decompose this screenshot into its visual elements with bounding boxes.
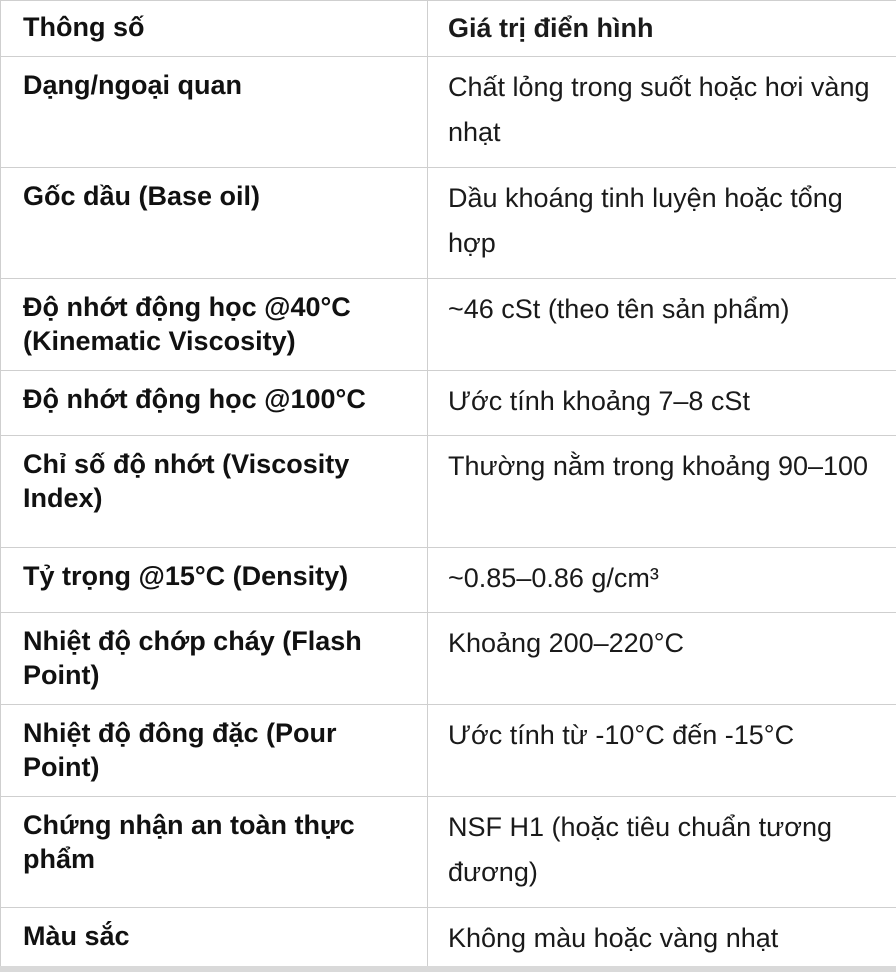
param-cell: Tỷ trọng @15°C (Density) [1, 548, 428, 613]
bottom-edge-divider [0, 966, 896, 972]
table-header-row [1, 1, 896, 57]
table-row [1, 797, 896, 908]
param-cell: Dạng/ngoại quan [1, 57, 428, 168]
param-cell: Chỉ số độ nhớt (Viscosity Index) [1, 436, 428, 548]
param-cell: Độ nhớt động học @100°C [1, 371, 428, 436]
table-row [1, 57, 896, 168]
value-cell: Khoảng 200–220°C [428, 613, 896, 705]
value-cell: Ước tính từ -10°C đến -15°C [428, 705, 896, 797]
value-cell: ~0.85–0.86 g/cm³ [428, 548, 896, 613]
table-row [1, 613, 896, 705]
table-row [1, 908, 896, 970]
param-cell: Chứng nhận an toàn thực phẩm [1, 797, 428, 908]
table-row [1, 168, 896, 279]
table-row [1, 705, 896, 797]
table-row [1, 548, 896, 613]
table-row [1, 371, 896, 436]
table-row [1, 436, 896, 548]
value-cell: Dầu khoáng tinh luyện hoặc tổng hợp [428, 168, 896, 279]
value-cell: ~46 cSt (theo tên sản phẩm) [428, 279, 896, 371]
param-cell: Gốc dầu (Base oil) [1, 168, 428, 279]
value-cell: Ước tính khoảng 7–8 cSt [428, 371, 896, 436]
table-row [1, 279, 896, 371]
column-header-typical-value: Giá trị điển hình [428, 1, 896, 57]
column-header-parameter: Thông số [1, 1, 428, 57]
value-cell: NSF H1 (hoặc tiêu chuẩn tương đương) [428, 797, 896, 908]
param-cell: Nhiệt độ đông đặc (Pour Point) [1, 705, 428, 797]
param-cell: Độ nhớt động học @40°C (Kinematic Viscosity) [1, 279, 428, 371]
value-cell: Chất lỏng trong suốt hoặc hơi vàng nhạt [428, 57, 896, 168]
value-cell: Thường nằm trong khoảng 90–100 [428, 436, 896, 548]
param-cell: Màu sắc [1, 908, 428, 970]
value-cell: Không màu hoặc vàng nhạt [428, 908, 896, 970]
param-cell: Nhiệt độ chớp cháy (Flash Point) [1, 613, 428, 705]
